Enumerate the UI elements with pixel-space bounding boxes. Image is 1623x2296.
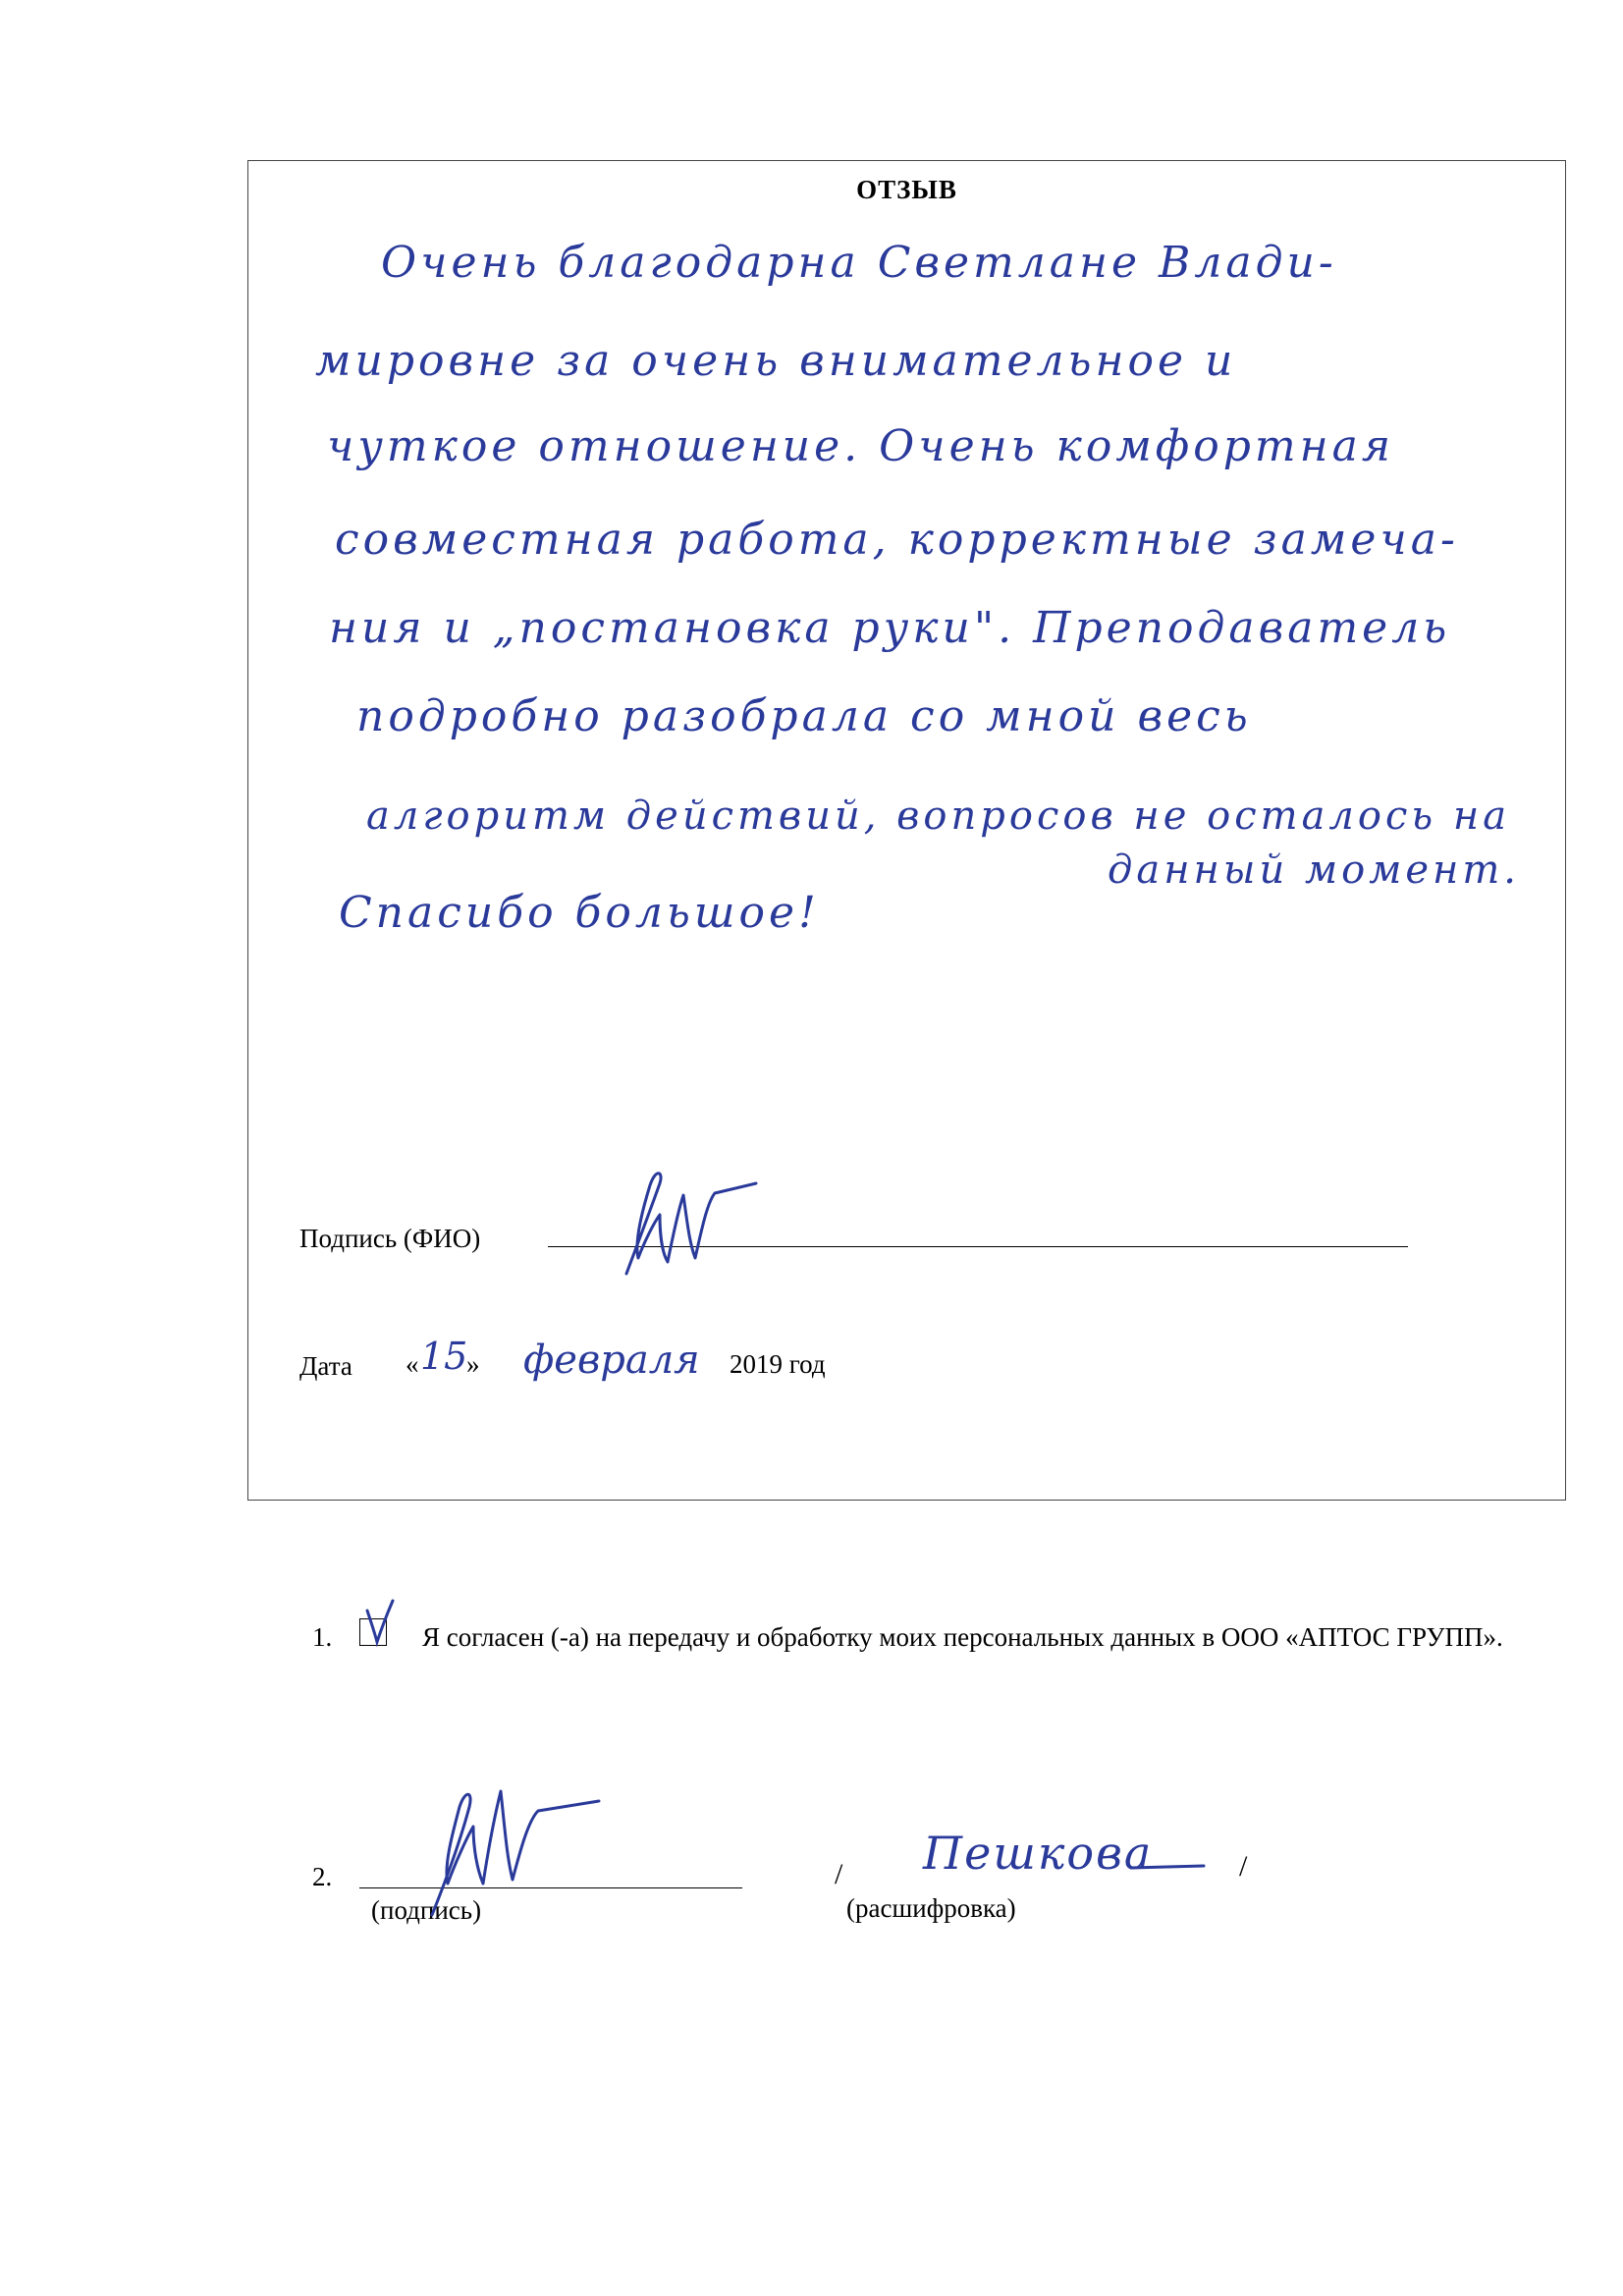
review-line-4: совместная работа, корректные замеча-: [335, 515, 1459, 565]
signature-label: Подпись (ФИО): [299, 1224, 481, 1253]
decode-slash-left: /: [835, 1858, 843, 1890]
date-close-quote: »: [466, 1349, 480, 1379]
review-line-3: чуткое отношение. Очень комфортная: [327, 421, 1394, 471]
review-line-2: мировне за очень внимательное и: [315, 336, 1237, 386]
signature-block-number: 2.: [312, 1862, 333, 1891]
review-line-1: Очень благодарна Светлане Влади-: [381, 238, 1337, 288]
signature-caption: (подпись): [371, 1895, 482, 1925]
date-open-quote: «: [406, 1349, 419, 1379]
review-box: [247, 160, 1566, 1501]
consent-text: Я согласен (-а) на передачу и обработку моих персональных данных в ООО «АПТОС ГРУПП».: [422, 1622, 1503, 1652]
date-day: 15: [420, 1335, 468, 1378]
date-year: 2019 год: [730, 1349, 826, 1379]
decode-caption: (расшифровка): [846, 1893, 1016, 1923]
decode-underline-stroke: [1129, 1856, 1208, 1876]
decode-name: Пешкова: [923, 1827, 1154, 1880]
handwritten-signature-2: [412, 1768, 609, 1925]
review-title: ОТЗЫВ: [856, 175, 957, 204]
handwritten-signature-1: [599, 1164, 766, 1282]
review-line-6: подробно разобрала со мной весь: [356, 691, 1252, 741]
consent-number: 1.: [312, 1622, 333, 1652]
review-line-7: алгоритм действий, вопросов не осталось на: [366, 793, 1511, 839]
check-mark-icon: [357, 1597, 397, 1652]
review-line-8: данный момент.: [1108, 847, 1521, 893]
date-label: Дата: [299, 1351, 352, 1381]
review-line-5: ния и „постановка руки". Преподаватель: [329, 603, 1451, 653]
review-line-9: Спасибо большое!: [339, 888, 820, 938]
decode-slash-right: /: [1239, 1850, 1248, 1883]
date-month: февраля: [523, 1338, 700, 1383]
handwritten-review: [248, 161, 1567, 1502]
